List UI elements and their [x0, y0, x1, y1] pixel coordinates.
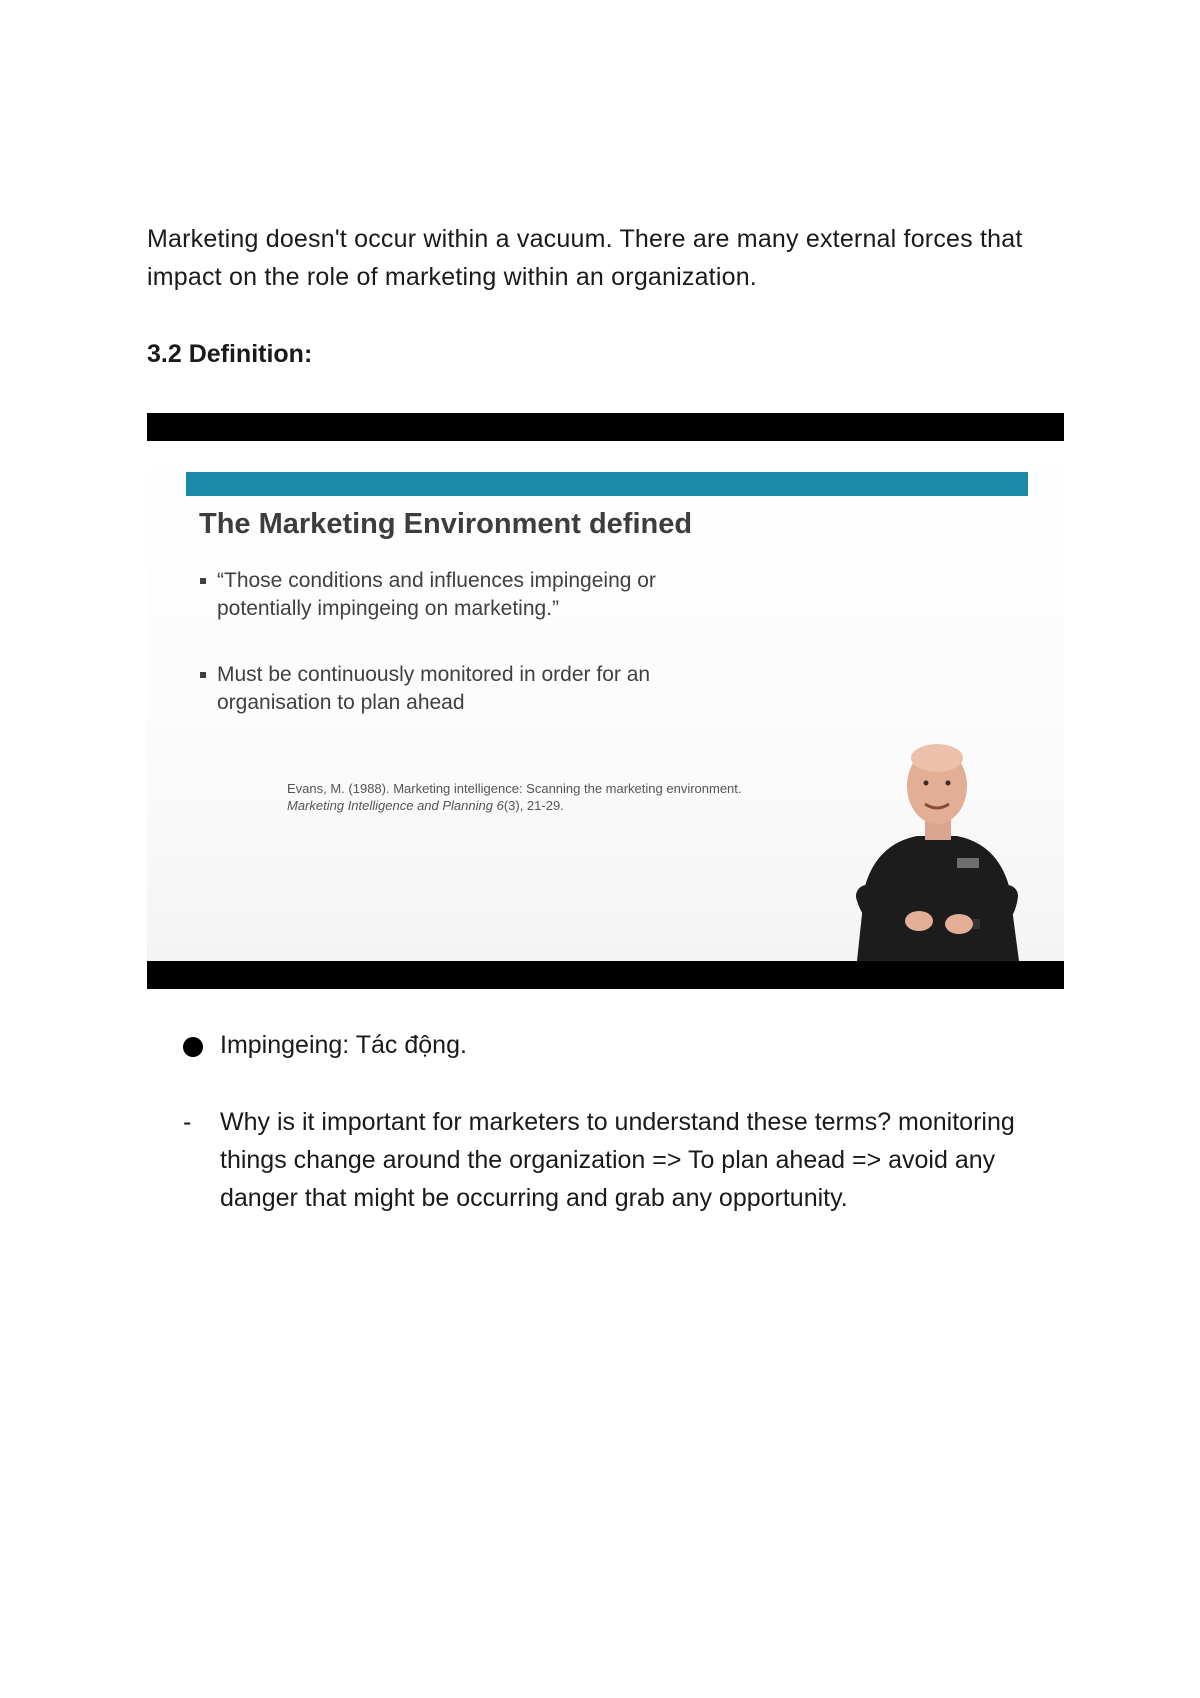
notes-question-text: Why is it important for marketers to understand these terms? monitoring things change around the organization => To plan ahead => avoid any danger that might be occurring and grab any opportunity.	[220, 1108, 1015, 1212]
square-bullet-icon	[200, 672, 206, 678]
section-heading: 3.2 Definition:	[147, 340, 313, 368]
slide-accent-bar	[186, 472, 1028, 496]
bullet-dot-icon	[183, 1037, 203, 1057]
slide-bullet	[217, 661, 737, 717]
slide-bullet	[217, 567, 737, 623]
citation-journal: Marketing Intelligence and Planning 6	[287, 798, 504, 813]
slide-citation	[287, 780, 807, 814]
slide-bullet-text: “Those conditions and influences impingeing or potentially impingeing on marketing.”	[217, 569, 656, 620]
dash-marker: -	[183, 1108, 192, 1136]
video-screenshot	[147, 413, 1064, 989]
slide-title: The Marketing Environment defined	[199, 508, 693, 540]
notes-bullet-text: Impingeing: Tác động.	[220, 1031, 467, 1059]
citation-line: Evans, M. (1988). Marketing intelligence: Scanning the marketing environment.	[287, 781, 742, 796]
citation-pages: (3), 21-29.	[503, 798, 564, 813]
presenter-figure	[837, 736, 1037, 961]
intro-paragraph: Marketing doesn't occur within a vacuum. There are many external forces that impact on the role of marketing within an organization.	[147, 225, 1023, 291]
square-bullet-icon	[200, 578, 206, 584]
slide-bullet-text: Must be continuously monitored in order for an organisation to plan ahead	[217, 663, 651, 714]
lecture-slide	[147, 441, 1064, 961]
